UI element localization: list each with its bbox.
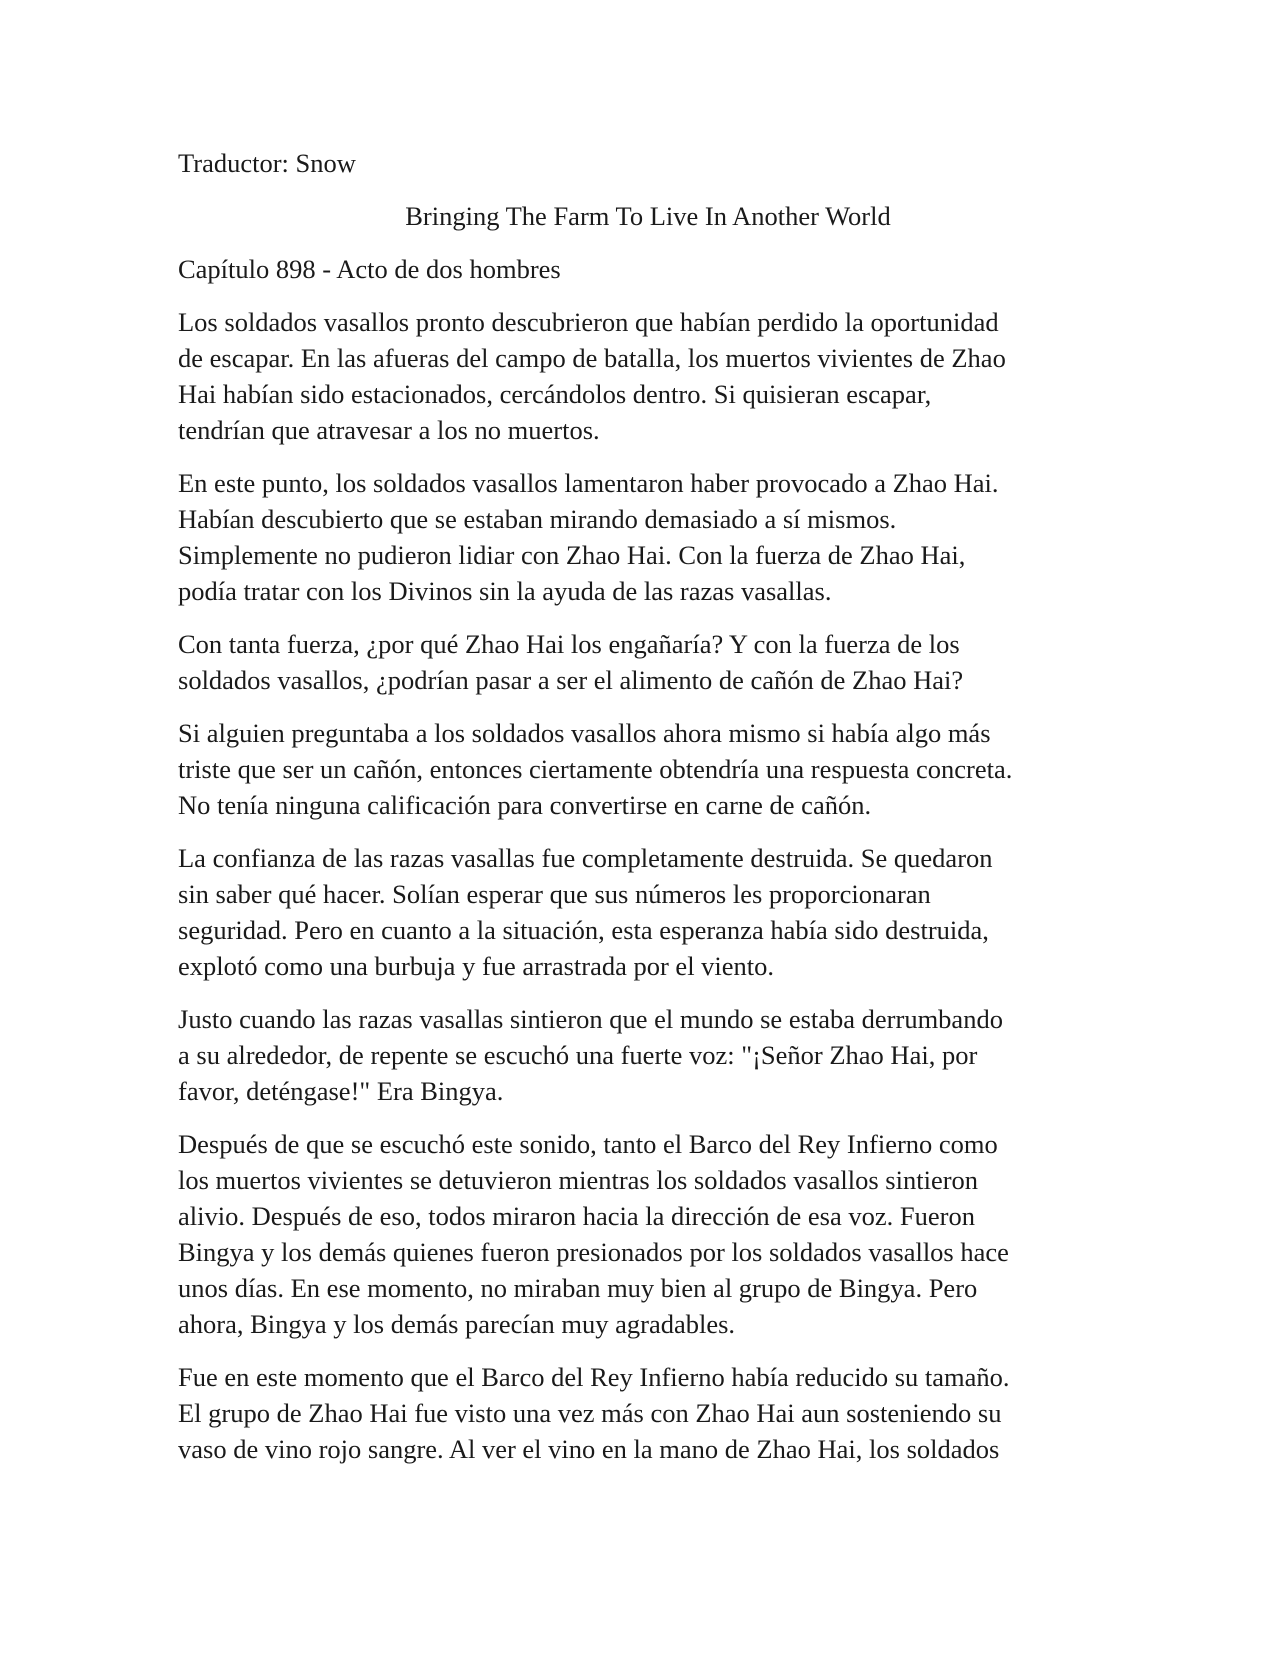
paragraph-line: podía tratar con los Divinos sin la ayuda de las razas vasallas. bbox=[178, 576, 832, 606]
paragraph-line: Los soldados vasallos pronto descubrieron que habían perdido la oportunidad bbox=[178, 307, 999, 337]
paragraph-line: tendrían que atravesar a los no muertos. bbox=[178, 415, 600, 445]
paragraph-line: Justo cuando las razas vasallas sintieron que el mundo se estaba derrumbando bbox=[178, 1004, 1003, 1034]
paragraph-line: los muertos vivientes se detuvieron mientras los soldados vasallos sintieron bbox=[178, 1165, 979, 1195]
paragraph-line: vaso de vino rojo sangre. Al ver el vino en la mano de Zhao Hai, los soldados bbox=[178, 1434, 1000, 1464]
paragraph-line: Simplemente no pudieron lidiar con Zhao Hai. Con la fuerza de Zhao Hai, bbox=[178, 540, 966, 570]
paragraph bbox=[178, 715, 1118, 823]
book-title: Bringing The Farm To Live In Another World bbox=[405, 201, 891, 231]
paragraph-line: a su alrededor, de repente se escuchó una fuerte voz: "¡Señor Zhao Hai, por bbox=[178, 1040, 978, 1070]
paragraph bbox=[178, 840, 1118, 984]
document-page bbox=[178, 145, 1118, 1484]
paragraph-line: Bingya y los demás quienes fueron presionados por los soldados vasallos hace bbox=[178, 1237, 1009, 1267]
paragraph-line: Hai habían sido estacionados, cercándolos dentro. Si quisieran escapar, bbox=[178, 379, 932, 409]
chapter-title: Capítulo 898 - Acto de dos hombres bbox=[178, 254, 561, 284]
paragraph-line: de escapar. En las afueras del campo de batalla, los muertos vivientes de Zhao bbox=[178, 343, 1006, 373]
translator-credit: Traductor: Snow bbox=[178, 148, 356, 178]
paragraph bbox=[178, 1359, 1118, 1467]
paragraph-line: alivio. Después de eso, todos miraron hacia la dirección de esa voz. Fueron bbox=[178, 1201, 975, 1231]
paragraph-line: explotó como una burbuja y fue arrastrada por el viento. bbox=[178, 951, 775, 981]
paragraph bbox=[178, 1001, 1118, 1109]
paragraph-line: unos días. En ese momento, no miraban muy bien al grupo de Bingya. Pero bbox=[178, 1273, 978, 1303]
paragraph-line: favor, deténgase!" Era Bingya. bbox=[178, 1076, 504, 1106]
paragraph-line: seguridad. Pero en cuanto a la situación, esta esperanza había sido destruida, bbox=[178, 915, 989, 945]
paragraph-line: Con tanta fuerza, ¿por qué Zhao Hai los engañaría? Y con la fuerza de los bbox=[178, 629, 960, 659]
paragraph bbox=[178, 1126, 1118, 1342]
paragraph-line: Después de que se escuchó este sonido, tanto el Barco del Rey Infierno como bbox=[178, 1129, 998, 1159]
paragraph-line: En este punto, los soldados vasallos lamentaron haber provocado a Zhao Hai. bbox=[178, 468, 999, 498]
paragraph-line: ahora, Bingya y los demás parecían muy agradables. bbox=[178, 1309, 736, 1339]
paragraph bbox=[178, 304, 1118, 448]
paragraph-line: triste que ser un cañón, entonces ciertamente obtendría una respuesta concreta. bbox=[178, 754, 1013, 784]
paragraph-line: El grupo de Zhao Hai fue visto una vez más con Zhao Hai aun sosteniendo su bbox=[178, 1398, 1002, 1428]
paragraph-line: Habían descubierto que se estaban mirando demasiado a sí mismos. bbox=[178, 504, 897, 534]
paragraph bbox=[178, 465, 1118, 609]
paragraph-line: sin saber qué hacer. Solían esperar que sus números les proporcionaran bbox=[178, 879, 931, 909]
paragraph-line: No tenía ninguna calificación para convertirse en carne de cañón. bbox=[178, 790, 872, 820]
paragraph-line: Fue en este momento que el Barco del Rey Infierno había reducido su tamaño. bbox=[178, 1362, 1010, 1392]
paragraph-line: Si alguien preguntaba a los soldados vasallos ahora mismo si había algo más bbox=[178, 718, 991, 748]
paragraph-line: La confianza de las razas vasallas fue completamente destruida. Se quedaron bbox=[178, 843, 993, 873]
paragraph bbox=[178, 626, 1118, 698]
paragraph-line: soldados vasallos, ¿podrían pasar a ser el alimento de cañón de Zhao Hai? bbox=[178, 665, 964, 695]
